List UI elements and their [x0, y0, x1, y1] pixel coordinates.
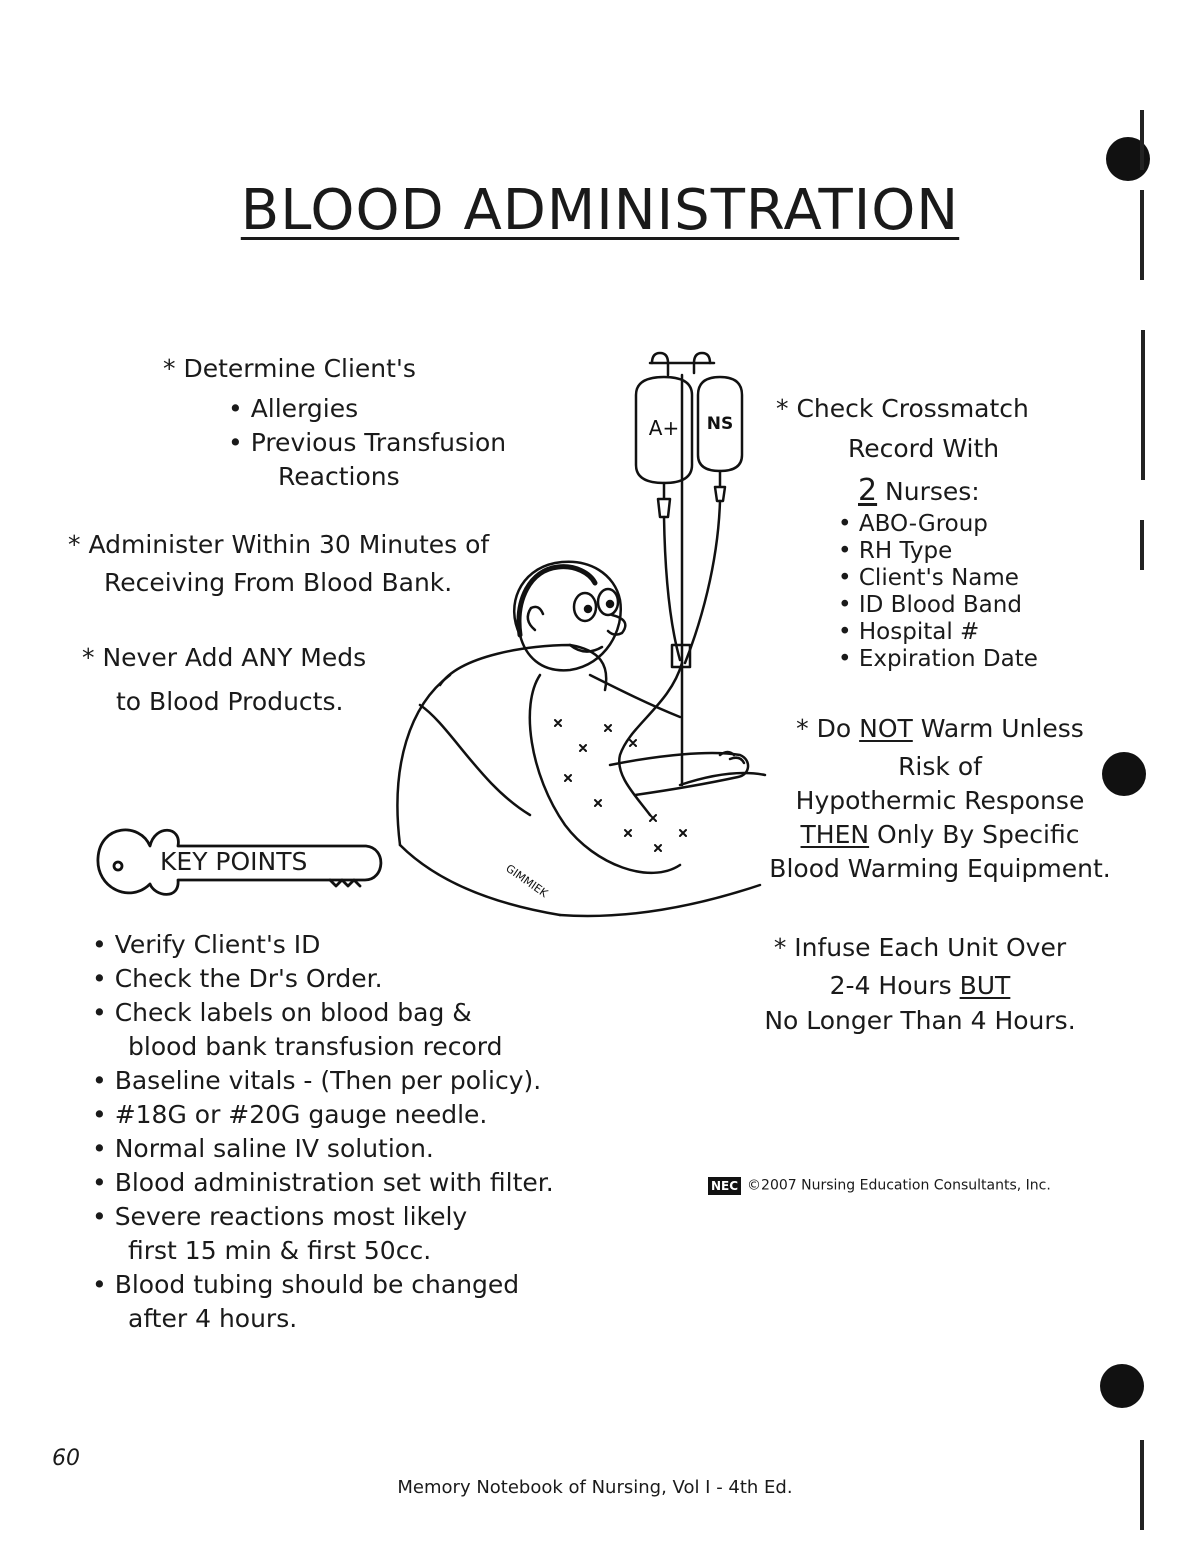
footer-text: Memory Notebook of Nursing, Vol I - 4th Ed. [397, 1477, 793, 1498]
page-title [0, 178, 1200, 243]
warm-line-2: Risk of [898, 752, 982, 781]
key-point-8: • Severe reactions most likely [92, 1202, 468, 1231]
warm-line-4-rest: Only By Specific [869, 820, 1080, 849]
warm-line-3: Hypothermic Response [795, 786, 1085, 815]
warm-line-4 [760, 818, 1120, 852]
warm-pre: * Do [796, 714, 860, 743]
page-number: 60 [52, 1446, 80, 1471]
determine-item-reactions: Reactions [278, 462, 400, 491]
page-edge-marks [1130, 100, 1150, 1540]
key-points-label: KEY POINTS [160, 847, 308, 876]
copyright [708, 1175, 1051, 1195]
illustrator-signature: GIMMIEK [503, 861, 551, 901]
key-point-6: • Normal saline IV solution. [92, 1134, 434, 1163]
determine-item-previous: • Previous Transfusion [228, 428, 507, 457]
bag-1-label: A+ [648, 416, 680, 440]
warm-not: NOT [859, 714, 913, 743]
key-point-8-cont: first 15 min & first 50cc. [128, 1236, 432, 1265]
crossmatch-item-name: • Client's Name [838, 565, 1019, 591]
never-line-1: * Never Add ANY Meds [82, 643, 367, 672]
warm-post: Warm Unless [912, 714, 1084, 743]
nurses-text: Nurses: [877, 477, 980, 506]
warm-line-1 [760, 712, 1120, 746]
key-point-7: • Blood administration set with filter. [92, 1168, 554, 1197]
crossmatch-item-rh: • RH Type [838, 538, 953, 564]
nurses-count: 2 [858, 473, 878, 508]
infuse-line-2 [740, 969, 1100, 1003]
nec-logo: NEC [708, 1177, 741, 1195]
key-point-1: • Verify Client's ID [92, 930, 321, 959]
infuse-but: BUT [959, 971, 1011, 1000]
crossmatch-nurses [858, 474, 980, 509]
key-point-3: • Check labels on blood bag & [92, 998, 472, 1027]
crossmatch-item-band: • ID Blood Band [838, 592, 1022, 618]
key-point-4: • Baseline vitals - (Then per policy). [92, 1066, 542, 1095]
warm-then: THEN [800, 820, 870, 849]
infuse-line-3: No Longer Than 4 Hours. [764, 1006, 1076, 1035]
crossmatch-item-hospital: • Hospital # [838, 619, 980, 645]
never-line-2: to Blood Products. [116, 687, 344, 716]
administer-line-2: Receiving From Blood Bank. [104, 568, 453, 597]
patient-iv-illustration [380, 345, 770, 930]
warm-line-5: Blood Warming Equipment. [769, 854, 1111, 883]
crossmatch-item-expiration: • Expiration Date [838, 646, 1038, 672]
bag-2-label: NS [706, 414, 734, 434]
crossmatch-item-abo: • ABO-Group [838, 511, 988, 537]
infuse-line-2-pre: 2-4 Hours [829, 971, 960, 1000]
key-point-9-cont: after 4 hours. [128, 1304, 298, 1333]
infuse-line-1: * Infuse Each Unit Over [773, 933, 1067, 962]
determine-item-allergies: • Allergies [228, 394, 359, 423]
key-point-5: • #18G or #20G gauge needle. [92, 1100, 488, 1129]
page-title-text: BLOOD ADMINISTRATION [240, 178, 960, 243]
determine-heading: * Determine Client's [163, 354, 416, 383]
crossmatch-line-1: * Check Crossmatch [776, 394, 1029, 423]
key-point-9: • Blood tubing should be changed [92, 1270, 520, 1299]
crossmatch-line-2: Record With [848, 434, 1000, 463]
key-point-3-cont: blood bank transfusion record [128, 1032, 503, 1061]
key-point-2: • Check the Dr's Order. [92, 964, 383, 993]
copyright-text: ©2007 Nursing Education Consultants, Inc. [747, 1177, 1051, 1194]
administer-line-1: * Administer Within 30 Minutes of [68, 530, 490, 559]
